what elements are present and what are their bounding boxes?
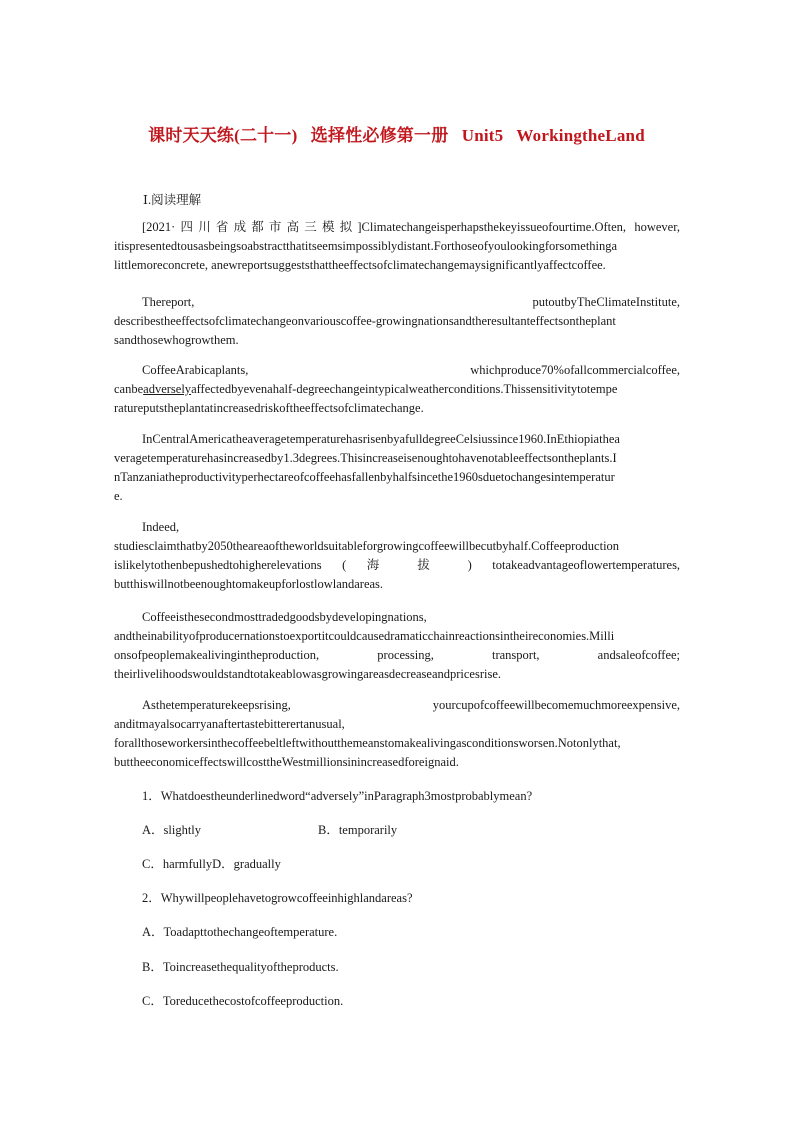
paragraph-2 [114,293,680,350]
paragraph-line [114,380,680,399]
paragraph-line: anditmayalsocarryanaftertastebitterertanusual, [114,717,345,731]
question-1-option-a: A．slightly [142,823,202,837]
paragraph-line: ratureputstheplantatincreasedriskoftheeffectsofclimatechange. [114,401,424,415]
paragraph-line: veragetemperaturehasincreasedby1.3degrees.Thisincreaseisenoughtohavenotableeffectsontheplants.I [114,451,617,465]
text-segment: 海 [366,558,397,572]
question-2-option-a: A．Toadapttothechangeoftemperature. [142,925,338,939]
text-segment: ( [342,558,347,572]
paragraph-line: itispresentedtousasbeingsoabstractthatitseemsimpossiblydistant.Forthoseofyoulookingforsomethinga [114,239,618,253]
paragraph-line: Coffeeisthesecondmosttradedgoodsbydevelopingnations, [142,610,427,624]
text-segment: affectedbyevenahalf-degreechangeintypicalweatherconditions.Thissensitivitytotempe [191,382,618,396]
question-1-option-b: B．temporarily [318,823,398,837]
text-segment: totakeadvantageoflowertemperatures, [492,558,681,572]
paragraph-1 [114,218,680,275]
question-1-option-c-d: C．harmfullyD．gradually [142,857,281,871]
paragraph-line [114,696,680,715]
paragraph-line: buttheeconomiceffectswillcosttheWestmillionsinincreasedforeignaid. [114,755,459,769]
text-segment: Asthetemperaturekeepsrising, [142,698,291,712]
page-title: 课时天天练(二十一) 选择性必修第一册 Unit5 WorkingtheLand [148,126,645,145]
question-1-stem: 1．Whatdoestheunderlinedword“adversely”inParagraph3mostprobablymean? [142,789,533,803]
paragraph-4 [114,430,680,506]
text-segment: ) [467,558,472,572]
underlined-word: adversely [143,382,192,396]
paragraph-line: butthiswillnotbeenoughtomakeupforlostlowlandareas. [114,577,384,591]
paragraph-line: andtheinabilityofproducernationstoexportitcouldcausedramaticchainreactionsintheireconomies.Milli [114,629,615,643]
paragraph-5 [114,518,680,594]
text-segment: transport, [491,648,540,662]
section-heading: Ⅰ.阅读理解 [143,193,202,207]
paragraph-line: forallthoseworkersinthecoffeebeltleftwithoutthemeanstomakealivingasconditionsworsen.Notonlythat, [114,736,621,750]
text-segment: processing, [377,648,434,662]
question-2-stem: 2．Whywillpeoplehavetogrowcoffeeinhighlandareas? [142,891,413,905]
paragraph-line: e. [114,489,123,503]
paragraph-line [114,556,680,575]
text-segment: whichproduce70%ofallcommercialcoffee, [470,363,680,377]
paragraph-3 [114,361,680,418]
paragraph-line: nTanzaniatheproductivityperhectareofcoffeehasfallenbyhalfsincethe1960sduetochangesintemperatur [114,470,615,484]
text-segment: putoutbyTheClimateInstitute, [532,295,680,309]
text-segment: yourcupofcoffeewillbecomemuchmoreexpensive, [432,698,680,712]
paragraph-6 [114,608,680,684]
paragraph-7 [114,696,680,772]
text-segment: 拔 [417,558,448,572]
text-segment: islikelytothenbepushedtohigherelevations [114,558,322,572]
text-segment: CoffeeArabicaplants, [142,363,249,377]
text-segment: andsaleofcoffee; [597,648,681,662]
paragraph-line: studiesclaimthatby2050theareaoftheworldsuitableforgrowingcoffeewillbecutbyhalf.Coffeeproduction [114,539,620,553]
paragraph-line: [2021·四川省成都市高三模拟]Climatechangeisperhapsthekeyissueofourtime.Often, however, [142,220,680,234]
paragraph-line: Indeed, [142,520,180,534]
paragraph-line: theirlivelihoodswouldstandtotakeablowasgrowingareasdecreaseandpricesrise. [114,667,502,681]
question-2-option-b: B．Toincreasethequalityoftheproducts. [142,960,339,974]
text-segment: Thereport, [142,295,195,309]
paragraph-line: littlemoreconcrete, anewreportsuggeststhattheeffectsofclimatechangemaysignificantlyaffectcoffee. [114,258,606,272]
text-segment: canbe [114,382,144,396]
paragraph-line: sandthosewhogrowthem. [114,333,239,347]
paragraph-line: InCentralAmericatheaveragetemperaturehasrisenbyafulldegreeCelsiussince1960.InEthiopiathea [142,432,620,446]
paragraph-line [114,646,680,665]
paragraph-line [114,293,680,312]
text-segment: onsofpeoplemakealivingintheproduction, [114,648,320,662]
paragraph-line [114,361,680,380]
question-2-option-c: C．Toreducethecostofcoffeeproduction. [142,994,344,1008]
paragraph-line: describestheeffectsofclimatechangeonvariouscoffee-growingnationsandtheresultanteffectsontheplant [114,314,616,328]
